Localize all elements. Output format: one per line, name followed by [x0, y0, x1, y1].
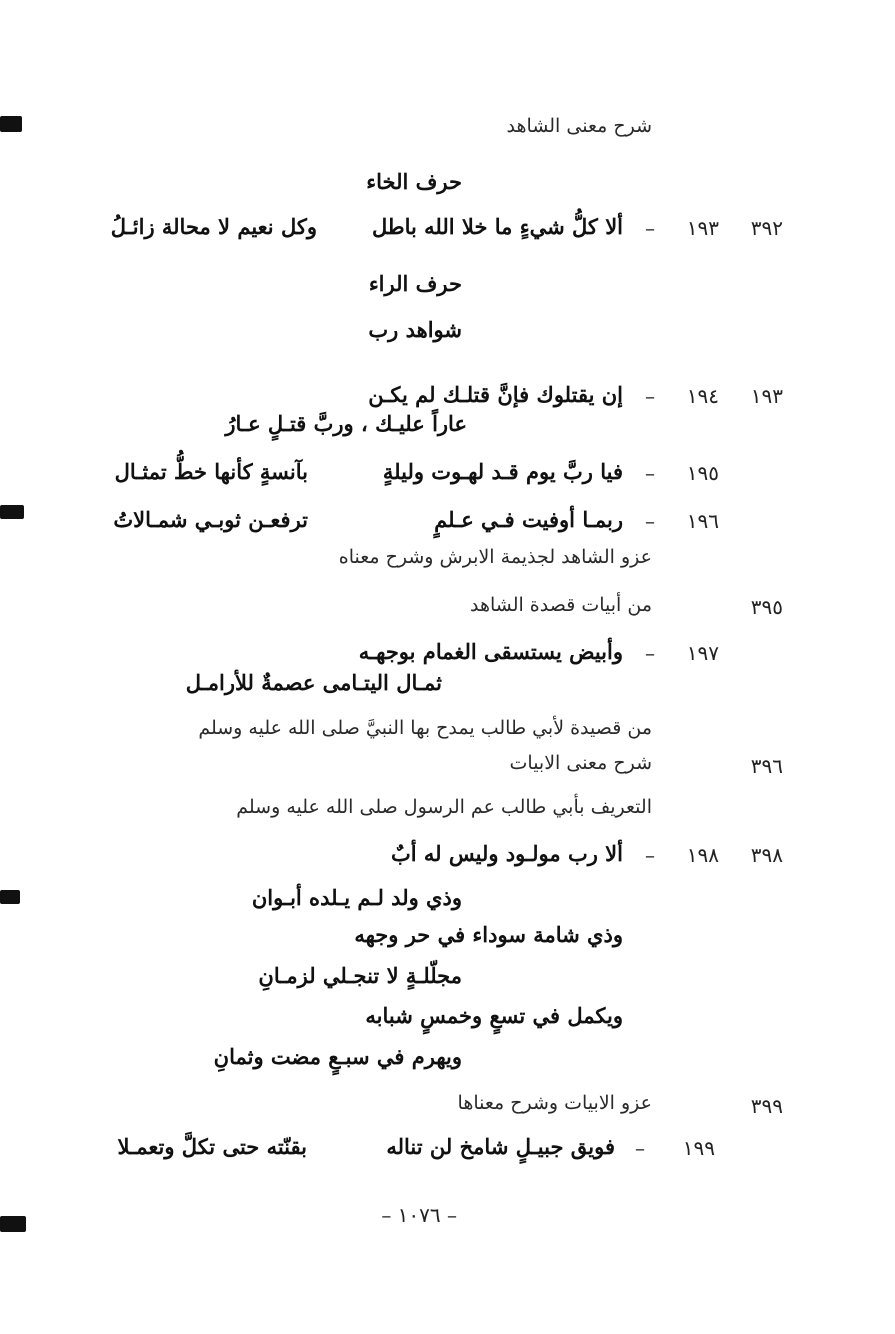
entry-dash: – [635, 1136, 645, 1160]
commentary-note: من أبيات قصدة الشاهد [469, 594, 652, 616]
page-ref: ٣٩٨ [750, 843, 783, 867]
entry-number: ١٩٣ [686, 216, 719, 240]
entry-number: ١٩٦ [686, 509, 719, 533]
verse-line: وذي ولد لـم يـلده أبـوان [251, 885, 462, 910]
verse-line: ويكمل في تسعٍ وخمسٍ شبابه [365, 1003, 623, 1028]
verse-line: ويهرم في سبـعٍ مضت وثمانِ [213, 1044, 462, 1069]
entry-dash: – [645, 641, 655, 665]
page-ref: ٣٩٢ [750, 216, 783, 240]
entry-number: ١٩٨ [686, 843, 719, 867]
entry-dash: – [645, 216, 655, 240]
verse-hemistich: ترفعـن ثوبـي شمـالاتُ [113, 507, 308, 532]
scan-edge-mark [0, 890, 20, 904]
running-header: شرح معنى الشاهد [506, 115, 652, 137]
verse-hemistich: وكل نعيم لا محالة زائـلُ [110, 214, 317, 239]
verse-hemistich: بقنّته حتى تكلَّ وتعمـلا [117, 1134, 307, 1159]
entry-dash: – [645, 509, 655, 533]
subsection-heading: شواهد رب [368, 317, 462, 342]
section-heading: حرف الخاء [366, 169, 462, 194]
entry-number: ١٩٧ [686, 641, 719, 665]
entry-dash: – [645, 384, 655, 408]
entry-dash: – [645, 843, 655, 867]
verse-line: وأبيض يستسقى الغمام بوجهـه [358, 639, 623, 664]
verse-line: وذي شامة سوداء في حر وجهه [354, 922, 623, 947]
scan-edge-mark [0, 1216, 26, 1232]
section-heading: حرف الراء [368, 271, 462, 296]
page-ref: ٣٩٩ [750, 1094, 783, 1118]
commentary-note: التعريف بأبي طالب عم الرسول صلى الله عليه وسلم [236, 796, 652, 818]
verse-line: ألا رب مولـود وليس له أبٌ [390, 841, 623, 866]
entry-number: ١٩٥ [686, 461, 719, 485]
page-number: – ١٠٧٦ – [381, 1203, 457, 1227]
verse-line: ثمـال اليتـامى عصمةٌ للأرامـل [185, 670, 442, 695]
page-ref: ٣٩٦ [750, 754, 783, 778]
verse-line: إن يقتلوك فإنَّ قتلـك لم يكـن [368, 382, 623, 407]
verse-hemistich: بآنسةٍ كأنها خطُّ تمثـال [114, 459, 308, 484]
entry-number: ١٩٩ [682, 1136, 715, 1160]
commentary-note: شرح معنى الابيات [509, 752, 652, 774]
scan-edge-mark [0, 116, 22, 132]
scan-edge-mark [0, 505, 24, 519]
verse-hemistich: ألا كلُّ شيءٍ ما خلا الله باطل [371, 214, 623, 239]
verse-line: عاراً عليـك ، وربَّ قتـلٍ عـارُ [225, 411, 467, 436]
page-ref: ١٩٣ [750, 384, 783, 408]
entry-number: ١٩٤ [686, 384, 719, 408]
verse-line: مجلّلـةٍ لا تنجـلي لزمـانِ [258, 963, 462, 988]
entry-dash: – [645, 461, 655, 485]
commentary-note: عزو الشاهد لجذيمة الابرش وشرح معناه [338, 546, 652, 568]
commentary-note: عزو الابيات وشرح معناها [457, 1092, 652, 1114]
verse-hemistich: ربمـا أوفيت فـي عـلمٍ [434, 507, 623, 532]
page-ref: ٣٩٥ [750, 595, 783, 619]
verse-hemistich: فويق جبيـلٍ شامخ لن تناله [386, 1134, 615, 1159]
verse-hemistich: فيا ربَّ يوم قـد لهـوت وليلةٍ [382, 459, 623, 484]
commentary-note: من قصيدة لأبي طالب يمدح بها النبيَّ صلى الله عليه وسلم [198, 717, 652, 739]
